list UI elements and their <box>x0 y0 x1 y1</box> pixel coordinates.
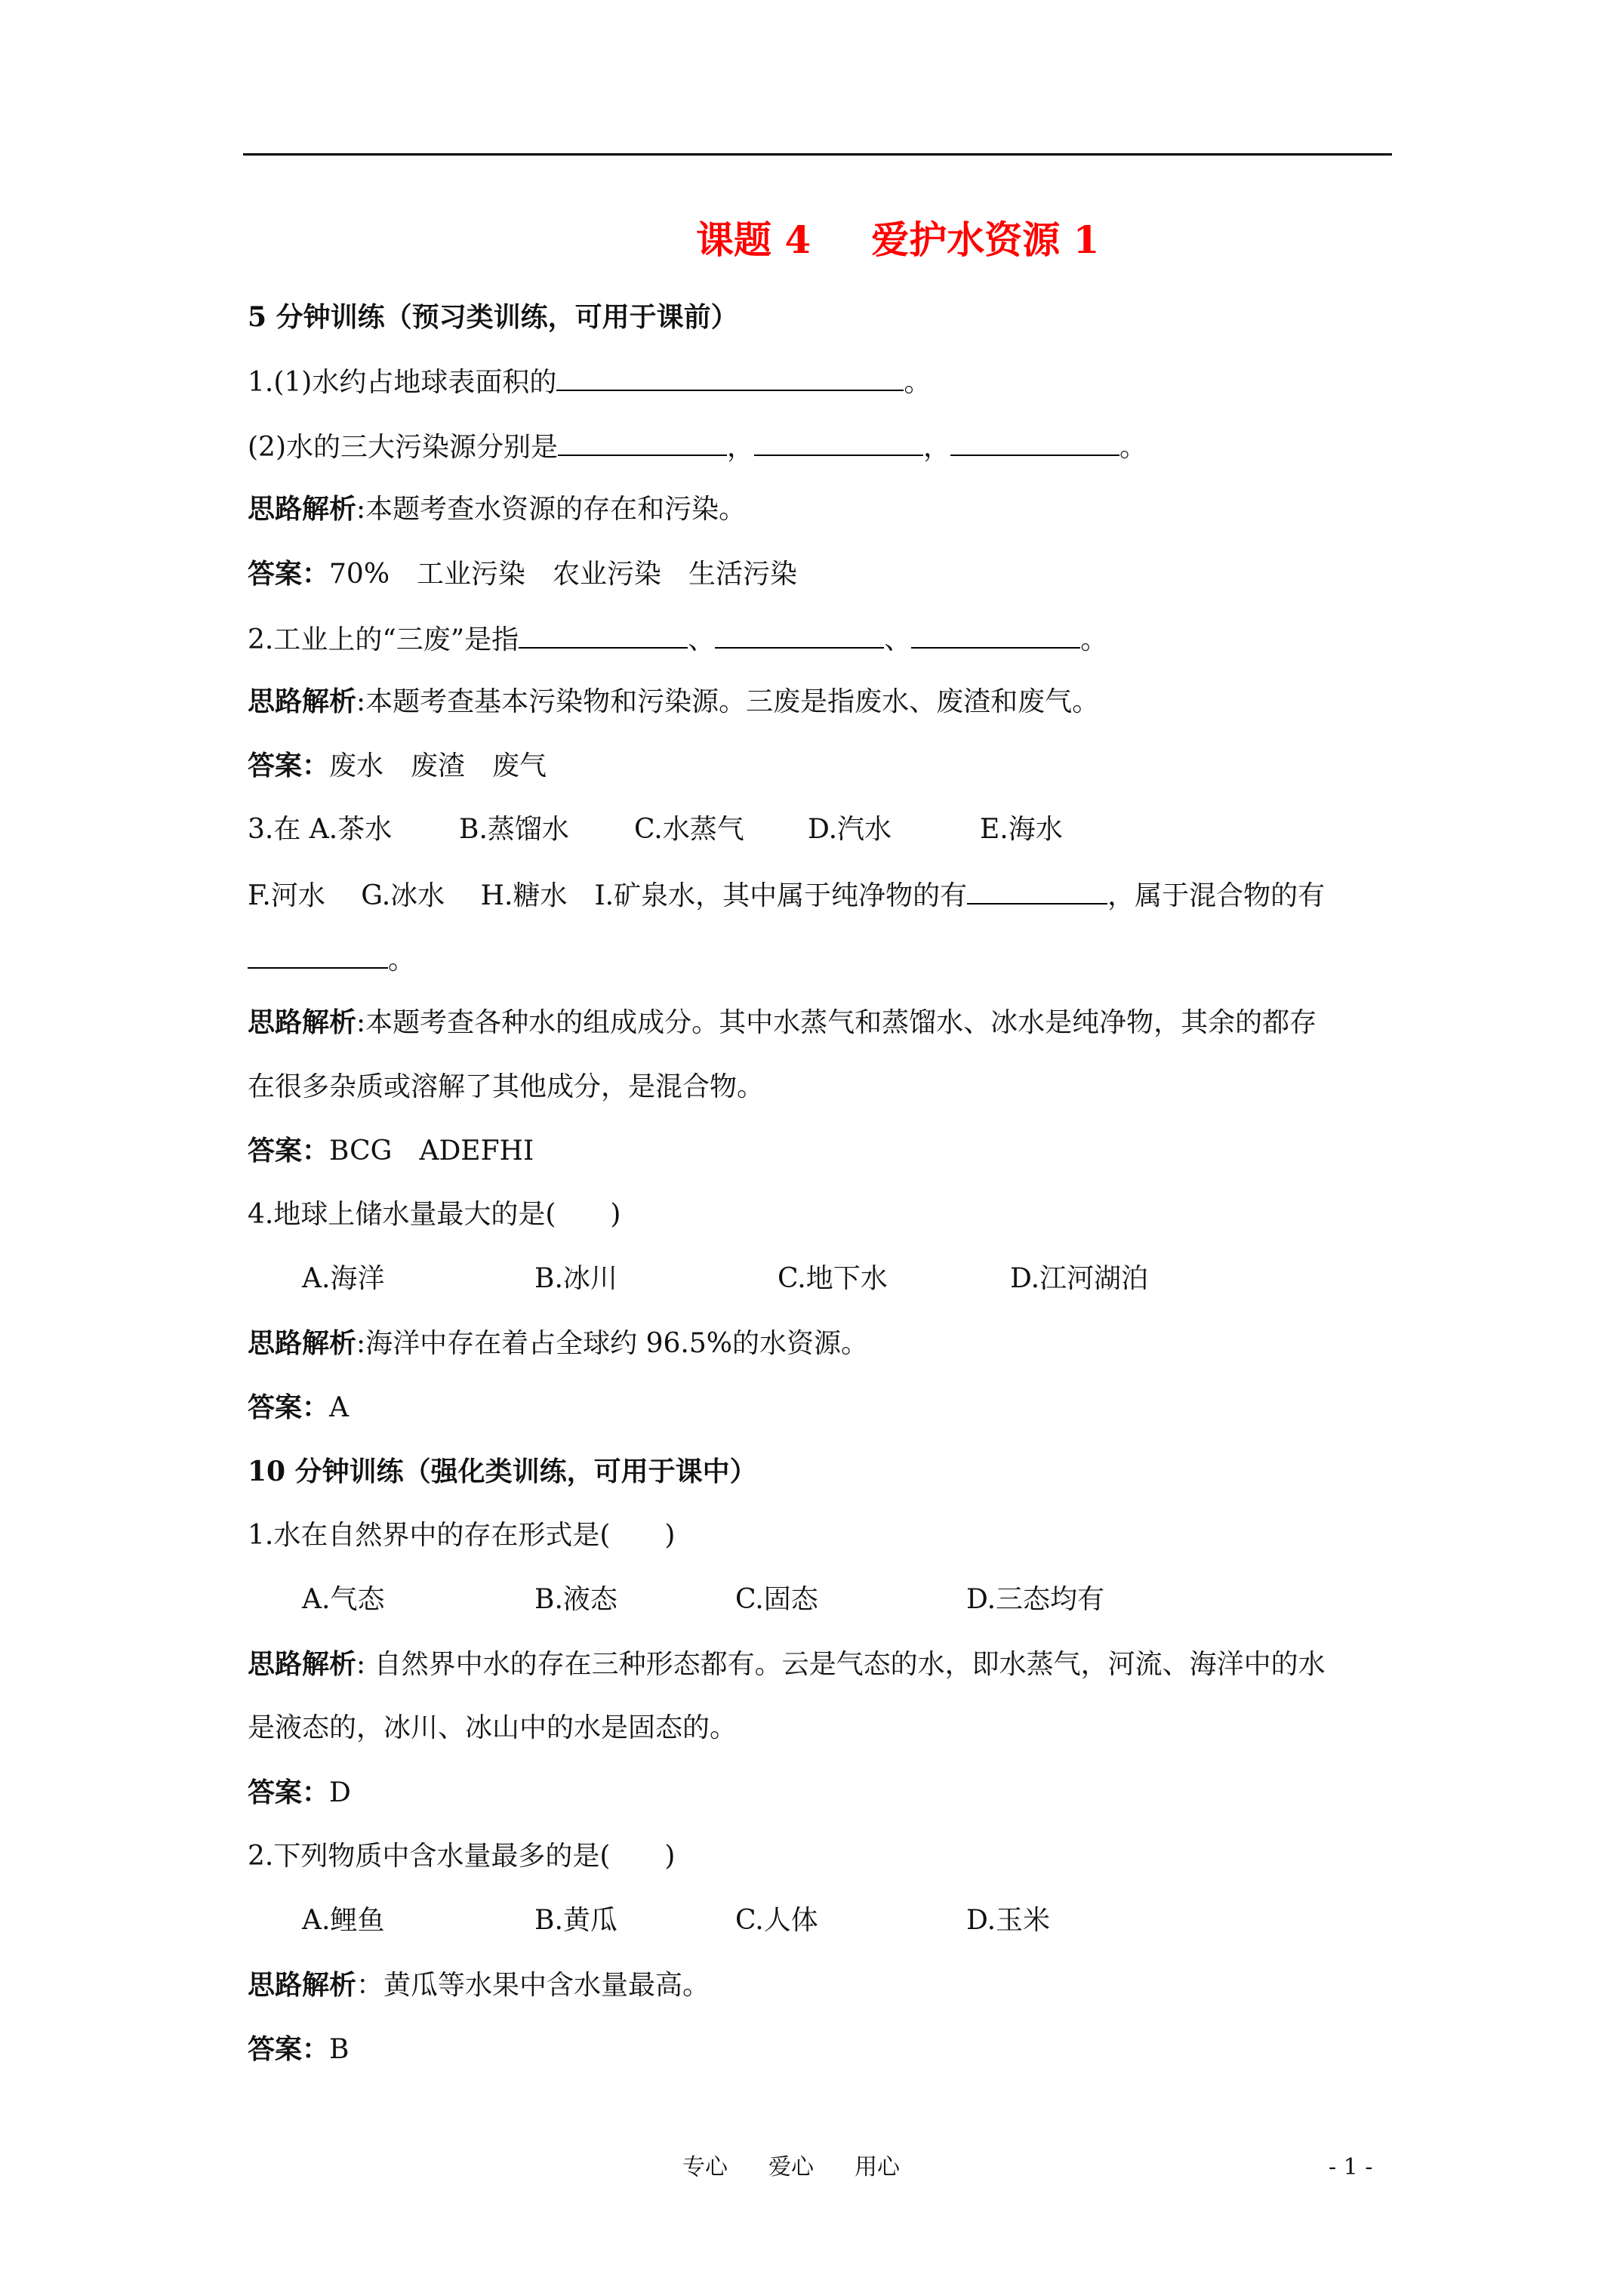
s2q2-option-c: C.人体 <box>735 1905 818 1936</box>
s2q1-option-c: C.固态 <box>735 1584 818 1615</box>
s2q2-stem: 2.下列物质中含水量最多的是( ) <box>248 1841 676 1872</box>
q4-option-d: D.江河湖泊 <box>1010 1263 1149 1294</box>
q3-option-b: B.蒸馏水 <box>459 814 569 845</box>
q2-analysis: 思路解析:本题考查基本污染物和污染源。三废是指废水、废渣和废气。 <box>248 686 1100 717</box>
q3-option-e: E.海水 <box>980 814 1063 845</box>
s2q1-option-a: A.气态 <box>302 1584 385 1615</box>
title-topic: 爱护水资源 1 <box>871 217 1100 262</box>
s2q2-option-a: A.鲤鱼 <box>302 1905 385 1936</box>
s2q1-answer: 答案：D <box>248 1777 351 1808</box>
blank-line <box>248 940 388 969</box>
q1-analysis: 思路解析:本题考查水资源的存在和污染。 <box>248 493 747 525</box>
s2q2-answer: 答案：B <box>248 2033 350 2065</box>
q4-option-b: B.冰川 <box>534 1263 617 1294</box>
s2q1-stem: 1.水在自然界中的存在形式是( ) <box>248 1520 676 1551</box>
q2-stem: 2.工业上的“三废”是指 、 、 。 <box>248 620 1107 658</box>
s2q1-analysis-2: 是液态的，冰川、冰山中的水是固态的。 <box>248 1712 738 1743</box>
s2q1-option-b: B.液态 <box>534 1584 617 1615</box>
s2q1-option-d: D.三态均有 <box>966 1584 1105 1615</box>
footer-motto-2: 爱心 <box>768 2154 814 2180</box>
q4-answer: 答案：A <box>248 1391 350 1423</box>
blank-line <box>556 362 904 391</box>
q3-line2: F.河水 G.冰水 H.糖水 I.矿泉水，其中属于纯净物的有 ，属于混合物的有 <box>248 876 1325 914</box>
footer-motto-3: 用心 <box>855 2154 900 2180</box>
q4-option-a: A.海洋 <box>302 1263 385 1294</box>
blank-line <box>715 620 884 649</box>
page-title <box>696 210 1099 270</box>
section-heading-2: 10 分钟训练（强化类训练，可用于课中） <box>248 1456 757 1487</box>
blank-line <box>519 620 688 649</box>
q4-analysis: 思路解析:海洋中存在着占全球约 96.5%的水资源。 <box>248 1327 868 1359</box>
q4-stem: 4.地球上储水量最大的是( ) <box>248 1199 621 1230</box>
q3-answer: 答案：BCG ADEFHI <box>248 1135 534 1166</box>
q3-option-a: 3.在 A.茶水 <box>248 814 393 845</box>
blank-line <box>911 620 1080 649</box>
q1-part2: (2)水的三大污染源分别是 ， ， 。 <box>248 427 1147 466</box>
section-heading-1: 5 分钟训练（预习类训练，可用于课前） <box>248 301 738 333</box>
footer-motto-1: 专心 <box>682 2154 728 2180</box>
page-number: - 1 - <box>1329 2154 1373 2180</box>
blank-line <box>967 876 1107 905</box>
blank-line <box>950 427 1119 456</box>
q1-answer: 答案：70% 工业污染 农业污染 生活污染 <box>248 558 798 590</box>
q3-analysis-2: 在很多杂质或溶解了其他成分，是混合物。 <box>248 1071 765 1102</box>
q3-analysis-1: 思路解析:本题考查各种水的组成成分。其中水蒸气和蒸馏水、冰水是纯净物，其余的都存 <box>248 1006 1317 1038</box>
s2q2-analysis: 思路解析：黄瓜等水果中含水量最高。 <box>248 1969 710 2001</box>
s2q2-option-b: B.黄瓜 <box>534 1905 617 1936</box>
q2-answer: 答案：废水 废渣 废气 <box>248 750 547 781</box>
q3-option-d: D.汽水 <box>808 814 892 845</box>
header-rule <box>243 153 1392 156</box>
blank-line <box>754 427 923 456</box>
q1-part1: 1.(1)水约占地球表面积的 。 <box>248 362 931 401</box>
s2q1-analysis-1: 思路解析: 自然界中水的存在三种形态都有。云是气态的水，即水蒸气，河流、海洋中的水 <box>248 1648 1326 1680</box>
blank-line <box>558 427 727 456</box>
s2q2-option-d: D.玉米 <box>966 1905 1051 1936</box>
title-lesson-number: 课题 4 <box>696 217 812 262</box>
q3-option-c: C.水蒸气 <box>634 814 744 845</box>
q4-option-c: C.地下水 <box>778 1263 888 1294</box>
q3-line3: 。 <box>248 940 415 978</box>
